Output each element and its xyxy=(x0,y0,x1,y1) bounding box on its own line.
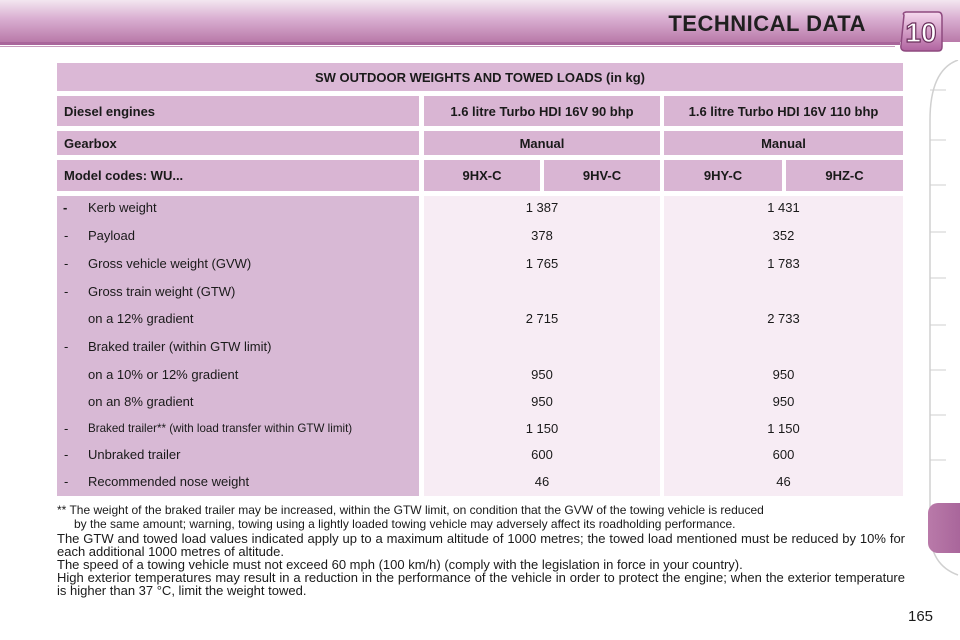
row-label: on a 10% or 12% gradient xyxy=(88,367,239,382)
row-value-a: 378 xyxy=(531,228,553,243)
header-rule xyxy=(0,42,900,45)
gearbox-a: Manual xyxy=(424,131,660,155)
active-chapter-tab[interactable] xyxy=(928,503,960,553)
row-label: Payload xyxy=(88,228,135,243)
row-label: Recommended nose weight xyxy=(88,474,250,489)
row-label: Braked trailer (within GTW limit) xyxy=(88,339,272,354)
row-value-b: 1 150 xyxy=(767,421,800,436)
row-dash: - xyxy=(64,256,69,271)
row-label: Braked trailer** (with load transfer within GTW limit) xyxy=(88,422,353,435)
footnote-line-2: by the same amount; warning, towing using a lightly loaded towing vehicle may adversely affect its roadholding performance. xyxy=(74,517,736,531)
row-value-b: 352 xyxy=(772,228,795,243)
row-dash: - xyxy=(64,421,69,436)
row-value-a: 1 150 xyxy=(525,421,559,436)
page-header xyxy=(0,0,960,52)
section-title: TECHNICAL DATA xyxy=(668,11,866,36)
row-value-a: 46 xyxy=(534,474,550,489)
row-label: Gross train weight (GTW) xyxy=(88,284,236,299)
row-value-a: 1 387 xyxy=(525,200,559,215)
model-codes-label: Model codes: WU... xyxy=(57,160,419,191)
row-value-b: 2 733 xyxy=(767,311,800,326)
row-value-b: 1 783 xyxy=(767,256,800,271)
engine-b-header: 1.6 litre Turbo HDI 16V 110 bhp xyxy=(664,96,903,126)
row-value-b: 46 xyxy=(776,474,791,489)
table-title: SW OUTDOOR WEIGHTS AND TOWED LOADS (in kg) xyxy=(57,63,903,91)
row-label: on an 8% gradient xyxy=(88,394,194,409)
speed-note: The speed of a towing vehicle must not exceed 60 mph (100 km/h) (comply with the legislation in force in your country). xyxy=(57,557,743,572)
row-dash: - xyxy=(64,228,69,243)
row-dash: - xyxy=(64,284,69,299)
edge-tabs xyxy=(928,60,960,580)
chapter-badge xyxy=(898,9,944,53)
row-value-a: 950 xyxy=(531,394,553,409)
row-dash: - xyxy=(63,200,68,215)
row-value-b: 950 xyxy=(772,367,795,382)
gearbox-label: Gearbox xyxy=(57,131,419,155)
page-number: 165 xyxy=(908,608,934,625)
model-code: 9HX-C xyxy=(424,160,540,191)
row-label: on a 12% gradient xyxy=(88,311,194,326)
row-value-a: 950 xyxy=(531,367,553,382)
row-dash: - xyxy=(64,447,69,462)
engine-a-header: 1.6 litre Turbo HDI 16V 90 bhp xyxy=(424,96,660,126)
altitude-note: The GTW and towed load values indicated apply up to a maximum altitude of 1000 metres; the towed load mentioned must be reduced by 10% for each additional 1000 metres of altitude. xyxy=(57,531,905,559)
row-value-b: 1 431 xyxy=(767,200,800,215)
row-value-a: 1 765 xyxy=(525,256,559,271)
row-value-a: 2 715 xyxy=(525,311,559,326)
chapter-number: 10 xyxy=(905,17,937,48)
gearbox-b: Manual xyxy=(664,131,903,155)
row-value-a: 600 xyxy=(531,447,553,462)
footnote-line-1: ** The weight of the braked trailer may be increased, within the GTW limit, on condition that the GVW of the towing vehicle is reduced xyxy=(57,503,764,517)
model-code: 9HZ-C xyxy=(786,160,903,191)
row-label: Kerb weight xyxy=(88,200,157,215)
model-code: 9HV-C xyxy=(544,160,660,191)
row-dash: - xyxy=(64,474,69,489)
row-label: Gross vehicle weight (GVW) xyxy=(88,256,252,271)
model-code: 9HY-C xyxy=(664,160,782,191)
engines-label: Diesel engines xyxy=(57,96,419,126)
temperature-note: High exterior temperatures may result in a reduction in the performance of the vehicle in order to protect the engine; when the exterior temperature is higher than 37 °C, limit the weight towed. xyxy=(57,570,905,598)
row-label: Unbraked trailer xyxy=(88,447,181,462)
header-rule-thin xyxy=(0,46,895,47)
row-value-b: 950 xyxy=(772,394,795,409)
row-dash: - xyxy=(64,339,69,354)
row-value-b: 600 xyxy=(772,447,795,462)
